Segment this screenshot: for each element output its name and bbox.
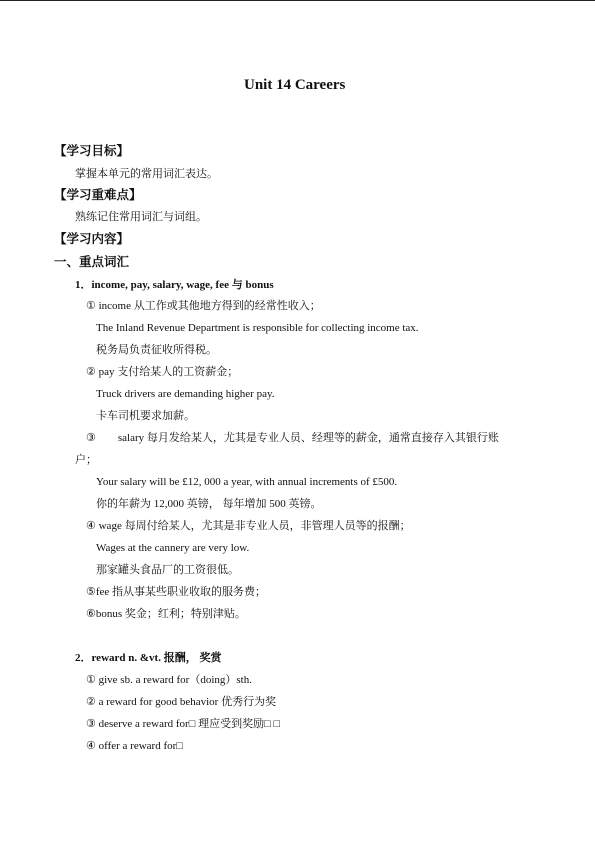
item1-line: 你的年薪为 12,000 英镑， 每年增加 500 英镑。 bbox=[96, 498, 322, 510]
item1-line: 那家罐头食品厂的工资很低。 bbox=[96, 564, 239, 576]
item1-line: Truck drivers are demanding higher pay. bbox=[96, 388, 275, 400]
key-points-heading: 【学习重难点】 bbox=[54, 188, 142, 202]
item1-line: ① income 从工作或其他地方得到的经常性收入； bbox=[86, 300, 321, 312]
item2-line: ① give sb. a reward for（doing）sth. bbox=[86, 674, 252, 686]
item2-line: ② a reward for good behavior 优秀行为奖 bbox=[86, 696, 277, 708]
item1-line: 税务局负责征收所得税。 bbox=[96, 344, 217, 356]
page-title: Unit 14 Careers bbox=[244, 77, 346, 93]
item2-title: 2．reward n. &vt. 报酬， 奖赏 bbox=[75, 652, 222, 664]
item1-line: 卡车司机要求加薪。 bbox=[96, 410, 195, 422]
item1-line: The Inland Revenue Department is responsible for collecting income tax. bbox=[96, 322, 419, 334]
goal-heading: 【学习目标】 bbox=[54, 144, 130, 158]
item2-line: ③ deserve a reward for□ 理应受到奖励□ □ bbox=[86, 718, 281, 730]
content-heading: 【学习内容】 bbox=[54, 232, 130, 246]
item1-line: ④ wage 每周付给某人，尤其是非专业人员，非管理人员等的报酬； bbox=[86, 520, 411, 532]
item1-line: ⑤fee 指从事某些职业收取的服务费； bbox=[86, 586, 267, 598]
top-border-line bbox=[0, 0, 595, 1]
goal-text: 掌握本单元的常用词汇表达。 bbox=[75, 168, 218, 180]
item2-line: ④ offer a reward for□ bbox=[86, 740, 183, 752]
item1-line: 户； bbox=[75, 454, 97, 466]
item1-line: ⑥bonus 奖金；红利；特别津贴。 bbox=[86, 608, 246, 620]
item1-title: 1．income, pay, salary, wage, fee 与 bonus bbox=[75, 279, 274, 291]
item1-line: Wages at the cannery are very low. bbox=[96, 542, 250, 554]
item1-line: Your salary will be £12, 000 a year, with annual increments of £500. bbox=[96, 476, 398, 488]
vocab-heading: 一、重点词汇 bbox=[54, 255, 130, 269]
item1-line: ② pay 支付给某人的工资薪金； bbox=[86, 366, 239, 378]
item1-line: ③ salary 每月发给某人，尤其是专业人员、经理等的薪金，通常直接存入其银行账 bbox=[86, 432, 499, 444]
key-points-text: 熟练记住常用词汇与词组。 bbox=[75, 211, 207, 223]
